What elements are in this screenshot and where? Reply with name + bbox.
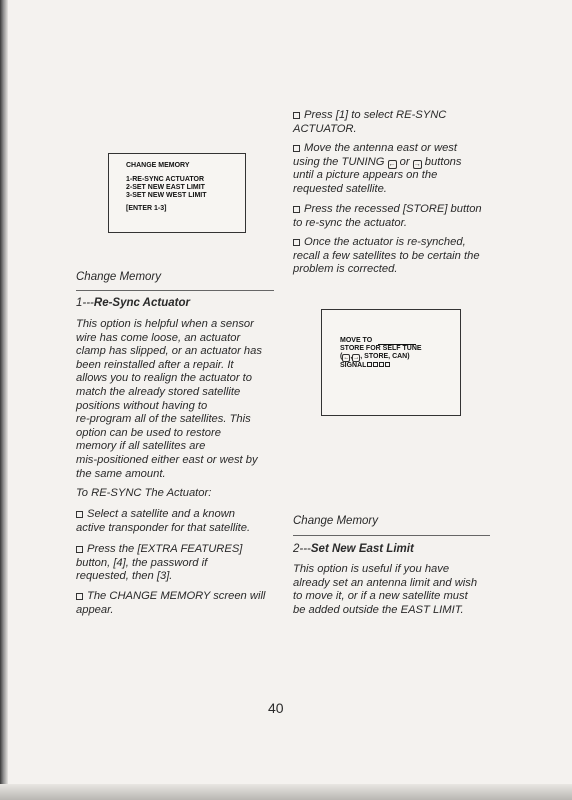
- screen-text: ,: [350, 353, 353, 360]
- text-line: or: [399, 155, 410, 168]
- text-line: This option is useful if you have: [293, 563, 450, 575]
- right-arrow-key-icon: →: [353, 355, 360, 361]
- text-line: mis-positioned either east or west by: [76, 453, 258, 466]
- signal-box-icon: [379, 362, 384, 367]
- text-line: This option is helpful when a sensor: [76, 318, 254, 330]
- text-line: buttons: [424, 155, 462, 168]
- screen-text: (: [340, 353, 343, 360]
- section-number: 1---: [76, 297, 94, 309]
- checkbox-icon: [293, 206, 300, 213]
- text-line: Press [1] to select RE-SYNC: [304, 109, 447, 121]
- divider: [293, 535, 490, 536]
- procedure-step: [293, 142, 462, 196]
- text-line: using the TUNING: [293, 155, 385, 168]
- screen-line: [340, 353, 460, 362]
- figure-caption: Change Memory: [76, 271, 162, 283]
- scanned-page-bottom-edge: [0, 784, 572, 800]
- screen-line: CHANGE MEMORY: [126, 162, 190, 169]
- text-line: Press the [EXTRA FEATURES]: [87, 543, 243, 555]
- text-line: memory if all satellites are: [76, 440, 206, 453]
- text-line: problem is corrected.: [293, 263, 398, 276]
- text-line: recall a few satellites to be certain the: [293, 249, 480, 262]
- screen-line: 3-SET NEW WEST LIMIT: [126, 192, 207, 199]
- section-heading: [76, 297, 190, 309]
- change-memory-screen: [108, 153, 246, 233]
- text-line: option can be used to restore: [76, 426, 221, 439]
- text-line: ACTUATOR.: [293, 122, 357, 135]
- signal-box-icon: [385, 362, 390, 367]
- section-title: Re-Sync Actuator: [93, 297, 190, 309]
- text-line: the same amount.: [76, 467, 166, 480]
- text-line: to move it, or if a new satellite must: [293, 590, 468, 603]
- scanned-page-edge: [0, 0, 8, 800]
- text-line: clamp has slipped, or an actuator has: [76, 345, 262, 358]
- checkbox-icon: [293, 145, 300, 152]
- divider: [76, 290, 274, 291]
- checkbox-icon: [293, 239, 300, 246]
- text-line: been reinstalled after a repair. It: [76, 358, 234, 371]
- text-line: The CHANGE MEMORY screen will: [87, 590, 266, 602]
- text-line: active transponder for that satellite.: [76, 521, 251, 534]
- text-line: Move the antenna east or west: [304, 142, 457, 154]
- left-arrow-key-icon: ←: [343, 355, 350, 361]
- signal-box-icon: [373, 362, 378, 367]
- checkbox-icon: [76, 593, 83, 600]
- screen-text: MOVE TO: [340, 337, 373, 344]
- page-number: 40: [268, 700, 284, 716]
- text-line: positions without having to: [76, 399, 208, 412]
- figure-caption: Change Memory: [293, 515, 379, 527]
- text-line: Select a satellite and a known: [87, 508, 236, 520]
- screen-line: 2-SET NEW EAST LIMIT: [126, 184, 205, 191]
- text-line: Press the recessed [STORE] button: [304, 203, 482, 215]
- checkbox-icon: [293, 112, 300, 119]
- screen-line: STORE FOR SELF TUNE: [340, 345, 422, 352]
- screen-line: [ENTER 1-3]: [126, 205, 167, 212]
- checkbox-icon: [76, 511, 83, 518]
- section-heading: [293, 543, 414, 555]
- text-line: re-program all of the satellites. This: [76, 413, 251, 426]
- screen-line: [340, 362, 460, 370]
- text-line: allows you to realign the actuator to: [76, 372, 252, 385]
- text-line: to re-sync the actuator.: [293, 216, 407, 229]
- procedure-step: [76, 590, 265, 617]
- left-arrow-key-icon: ←: [388, 160, 396, 168]
- text-line: appear.: [76, 603, 114, 616]
- text-line: requested satellite.: [293, 182, 387, 195]
- text-line: already set an antenna limit and wish: [293, 576, 478, 589]
- procedure-step: [293, 203, 482, 230]
- text-line: be added outside the EAST LIMIT.: [293, 603, 464, 616]
- procedure-heading: To RE-SYNC The Actuator:: [76, 487, 212, 499]
- text-line: wire has come loose, an actuator: [76, 331, 241, 344]
- right-arrow-key-icon: →: [413, 160, 421, 168]
- screen-text: , STORE, CAN): [360, 353, 410, 360]
- move-to-screen: [321, 309, 461, 416]
- procedure-step: [76, 543, 242, 584]
- text-line: requested, then [3].: [76, 570, 173, 583]
- signal-box-icon: [367, 362, 372, 367]
- description-paragraph: [76, 318, 262, 481]
- procedure-step: [293, 109, 446, 136]
- screen-line: 1-RE-SYNC ACTUATOR: [126, 176, 205, 183]
- procedure-step: [293, 236, 480, 277]
- text-line: match the already stored satellite: [76, 385, 241, 398]
- checkbox-icon: [76, 546, 83, 553]
- text-line: button, [4], the password if: [76, 556, 208, 569]
- section-number: 2---: [293, 543, 311, 555]
- screen-line: [340, 337, 460, 345]
- text-line: Once the actuator is re-synched,: [304, 236, 466, 248]
- section-title: Set New East Limit: [310, 543, 414, 555]
- text-line: until a picture appears on the: [293, 169, 438, 182]
- screen-text: SIGNAL: [340, 362, 367, 369]
- description-paragraph: [293, 563, 477, 617]
- procedure-step: [76, 508, 250, 535]
- screen-underline: [378, 344, 416, 345]
